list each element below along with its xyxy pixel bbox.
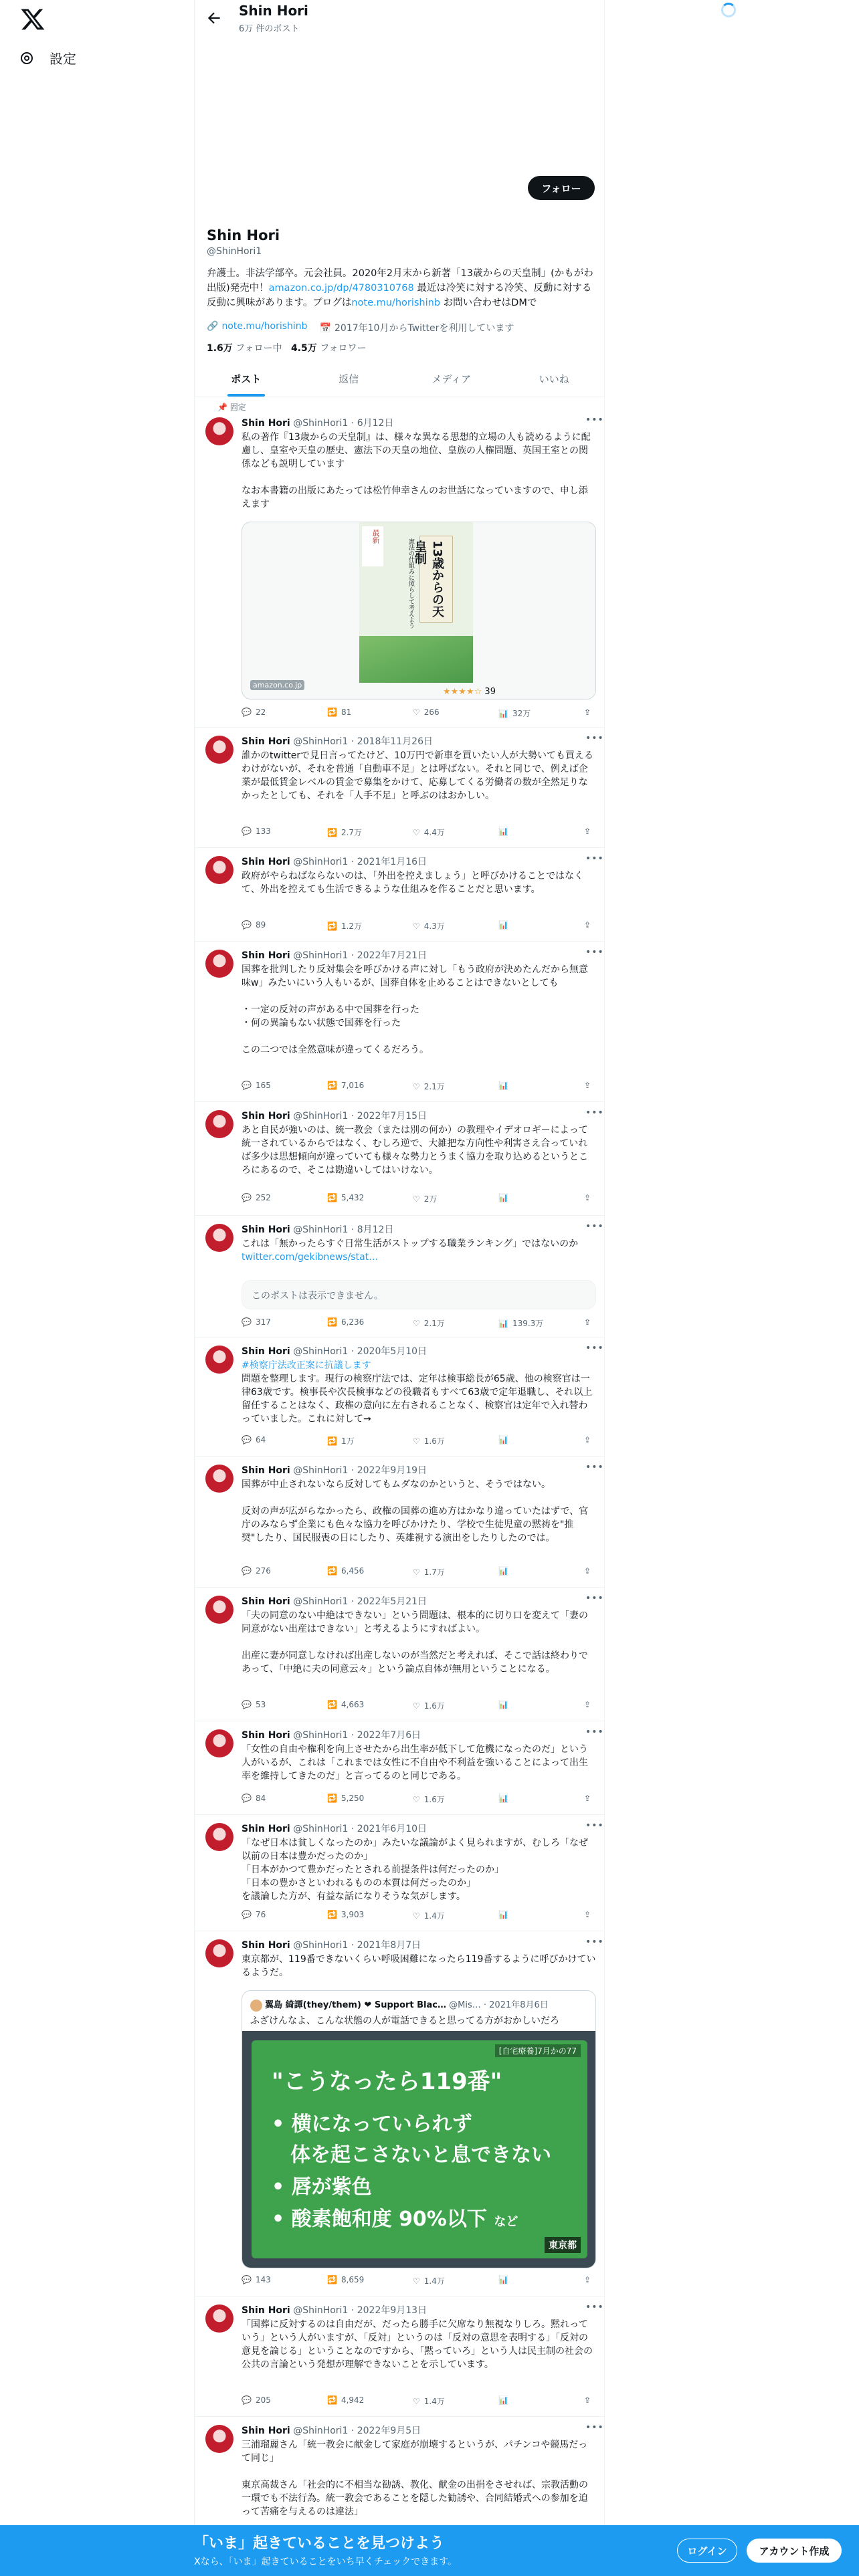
share-button[interactable]: ⇪ <box>584 1435 591 1444</box>
views-button[interactable]: 📊 <box>498 1794 508 1803</box>
tab-media[interactable]: メディア <box>432 373 472 385</box>
reply-button[interactable]: 💬 252 <box>242 1193 271 1202</box>
views-button[interactable]: 📊 32万 <box>498 708 531 718</box>
avatar[interactable] <box>205 1346 233 1374</box>
repost-button[interactable]: 🔁 5,432 <box>327 1193 365 1202</box>
share-button[interactable] <box>584 708 591 717</box>
post-item[interactable]: Shin Hori @ShinHori1 · 2022年5月21日 ••• 「夫の同意のない中絶はできない」という問題は、根本的に切り口を変えて「妻の同意がない出産はできない」と考えるようにすればよい。 出産に妻が同意しなければ出産しないのが当然だと考えれば、そこで話は終わりであって、「中絶に夫の同意云々」という論点自体が無用ということになる。 💬 53 🔁 4,663 ♡ 1.6万 📊 ⇪ <box>195 1588 605 1721</box>
repost-button[interactable]: 🔁 7,016 <box>327 1081 365 1090</box>
book-rating: ★★★★☆ 39 <box>443 687 496 697</box>
avatar[interactable] <box>205 2304 233 2333</box>
profile-tabs <box>195 361 605 397</box>
main-column <box>194 0 605 2576</box>
reply-button[interactable]: 💬 76 <box>242 1910 266 1919</box>
quoted-avatar <box>250 2000 262 2012</box>
post-text: 誰かのtwitterで見日言ってたけど、10万円で新車を買いたい人が大勢いても買えるわけがないが、それを普通「自動車不足」とは呼ばない。それと同じで、例えば企業が最低賃金レベルの賃金で募集をかけて、応募してくる労働者の数が全然足りなかったとしても、それを「人手不足」と呼ぶのはおかしい。 <box>242 750 593 801</box>
quoted-image[interactable]: [自宅療養]7月かの77 "こうなったら119番" • 横になっていられず 体を起こさないと息できない • 唇が紫色 • 酸素飽和度 90%以下 など 東京都 <box>242 2031 596 2268</box>
more-icon[interactable]: ••• <box>585 1937 604 1947</box>
like-button[interactable]: ♡ 1.4万 <box>413 1911 445 1921</box>
repost-button[interactable]: 🔁 1.2万 <box>327 921 363 931</box>
hashtag[interactable]: #検察庁法改正案に抗議します <box>242 1360 371 1371</box>
views-button[interactable]: 📊 <box>498 2275 508 2284</box>
post-text: 「なぜ日本は貧しくなったのか」みたいな議論がよく見られますが、むしろ「なぜ以前の日本は豊かだったのか」 「日本がかつて豊かだったとされる前提条件は何だったのか」 「日本の豊かさといわれるものの本質は何だったのか」 を議論した方が、有益な話になりそうな気がします。 <box>242 1838 588 1902</box>
views-button[interactable]: 📊 <box>498 1700 508 1709</box>
views-button[interactable]: 📊 <box>498 827 508 836</box>
post-text: 政府がやらねばならないのは、「外出を控えましょう」と呼びかけることではなくて、外出を控えても生活できるような仕組みを作ることだと思います。 <box>242 871 583 895</box>
reply-button[interactable]: 💬 143 <box>242 2275 271 2284</box>
more-icon[interactable]: ••• <box>585 1462 604 1473</box>
like-button[interactable]: ♡ 4.3万 <box>413 921 445 931</box>
repost-button[interactable]: 🔁 3,903 <box>327 1910 365 1919</box>
more-icon[interactable]: ••• <box>585 1593 604 1604</box>
card-source: amazon.co.jp <box>250 680 304 690</box>
left-sidebar <box>0 0 194 2576</box>
like-button[interactable]: ♡ 1.4万 <box>413 2396 445 2406</box>
views-button[interactable]: 📊 139.3万 <box>498 1318 544 1328</box>
book-cover-image: 最新 13歳からの天皇制 憲法の仕組みに照らして考えよう <box>359 522 473 683</box>
profile-name: Shin Hori <box>207 227 280 243</box>
profile-meta <box>207 321 514 334</box>
post-text: 国葬を批判したり反対集会を呼びかける声に対し「もう政府が決めたんだから無意味w」みたいにいう人もいるが、国葬自体を止めることはできないとしても ・一定の反対の声がある中で国葬を行った ・何の異論もない状態で国葬を行った この二つでは全然意味が違ってくるだろう。 <box>242 964 588 1055</box>
repost-button[interactable]: 🔁 6,456 <box>327 1566 365 1576</box>
avatar[interactable] <box>205 417 233 445</box>
quoted-header: 翼島 綺譚(they/them) ❤ Support Blac… @Mis… · 2021年8月6日 <box>250 1998 549 2012</box>
like-button[interactable]: ♡ 2.1万 <box>413 1318 445 1328</box>
repost-button[interactable]: 🔁 4,942 <box>327 2395 365 2405</box>
like-button[interactable]: ♡ 2.1万 <box>413 1081 445 1091</box>
share-button[interactable]: ⇪ <box>584 1910 591 1919</box>
share-button[interactable]: ⇪ <box>584 1566 591 1576</box>
signup-button[interactable]: アカウント作成 <box>747 2539 842 2563</box>
reply-button[interactable]: 💬 53 <box>242 1700 266 1709</box>
avatar[interactable] <box>205 1110 233 1138</box>
back-arrow-icon[interactable] <box>205 9 223 27</box>
avatar[interactable] <box>205 1465 233 1493</box>
avatar[interactable] <box>205 2425 233 2453</box>
reply-button[interactable]: 💬 89 <box>242 920 266 930</box>
repost-button[interactable]: 🔁 6,236 <box>327 1317 365 1327</box>
share-button[interactable]: ⇪ <box>584 1081 591 1090</box>
post-link[interactable]: twitter.com/gekibnews/stat… <box>242 1252 379 1263</box>
link-icon: 🔗 <box>207 321 219 332</box>
more-icon[interactable]: ••• <box>585 1107 604 1118</box>
heart-icon: ♡ <box>413 708 420 717</box>
share-button[interactable]: ⇪ <box>584 2395 591 2405</box>
website[interactable]: 🔗 note.mu/horishinb <box>207 321 308 332</box>
post-header: Shin Hori @ShinHori1 · 6月12日 <box>242 418 394 429</box>
share-button[interactable]: ⇪ <box>584 1317 591 1327</box>
bio-link-amazon[interactable]: amazon.co.jp/dp/4780310768 <box>268 283 414 294</box>
profile-bio <box>207 266 595 310</box>
avatar[interactable] <box>205 1939 233 1967</box>
book-card[interactable] <box>242 522 596 700</box>
repost-button[interactable]: 🔁 2.7万 <box>327 827 363 837</box>
share-button[interactable]: ⇪ <box>584 1700 591 1709</box>
post-text: 「女性の自由や権利を向上させたから出生率が低下して危機になったのだ」という人がいるが、これは「これまでは女性に不自由や不利益を強いることによって出生率を維持してきたのだ」と言ってるのと同じである。 <box>242 1744 588 1782</box>
share-button[interactable]: ⇪ <box>584 1794 591 1803</box>
repost-button[interactable]: 🔁 1万 <box>327 1436 355 1446</box>
repost-button[interactable]: 🔁 81 <box>327 708 352 717</box>
like-button[interactable]: ♡ 1.7万 <box>413 1567 445 1577</box>
avatar[interactable] <box>205 856 233 884</box>
more-icon[interactable]: ••• <box>585 1820 604 1831</box>
quoted-text: ふざけんなよ、こんな状態の人が電話できると思ってる方がおかしいだろ <box>250 2016 559 2026</box>
avatar[interactable] <box>205 950 233 978</box>
more-icon[interactable]: ••• <box>585 947 604 958</box>
views-icon: 📊 <box>498 708 508 718</box>
post-item[interactable] <box>195 728 605 848</box>
reply-button[interactable]: 💬 64 <box>242 1435 266 1444</box>
post-text: 東京都が、119番できないくらい呼吸困難になったら119番するように呼びかけているようだ。 <box>242 1954 596 1978</box>
more-icon[interactable]: ••• <box>585 415 604 425</box>
post-text: 三浦瑠麗さん「統一教会に献金して家庭が崩壊するというが、パチンコや競馬だって同じ」 東京高裁さん「社会的に不相当な勧誘、教化、献金の出捐をさせれば、宗教活動の一環でも不法行為。統一教会であることを隠した勧誘や、合同結婚式への参加を迫って苦痛を与えるのは違法」 <box>242 2440 588 2517</box>
share-icon: ⇪ <box>584 708 591 717</box>
gear-icon <box>19 50 35 66</box>
repost-button[interactable]: 🔁 5,250 <box>327 1794 365 1803</box>
post-text: 「夫の同意のない中絶はできない」という問題は、根本的に切り口を変えて「妻の同意がない出産はできない」と考えるようにすればよい。 出産に妻が同意しなければ出産しないのが当然だと考えれば、そこで話は終わりであって、「中絶に夫の同意云々」という論点自体が無用ということになる。 <box>242 1610 588 1675</box>
like-button[interactable]: ♡ 2万 <box>413 1194 438 1204</box>
loading-spinner-icon <box>721 3 736 17</box>
banner-title: 「いま」起きていることを見つけよう <box>194 2535 445 2552</box>
avatar[interactable] <box>205 1596 233 1624</box>
post-item[interactable]: Shin Hori @ShinHori1 · 2021年6月10日 ••• 「なぜ日本は貧しくなったのか」みたいな議論がよく見られますが、むしろ「なぜ以前の日本は豊かだったのか」 「日本がかつて豊かだったとされる前提条件は何だったのか」 「日本の豊かさといわれるものの本質は何だったのか」 を議論した方が、有益な話になりそうな気がします。 💬 76 🔁 3,903 ♡ 1.4万 📊 ⇪ <box>195 1815 605 1931</box>
share-button[interactable]: ⇪ <box>584 827 591 836</box>
share-button[interactable]: ⇪ <box>584 2275 591 2284</box>
post-text: あと自民が強いのは、統一教会（または別の何か）の教理やイデオロギーによって統一されているからではなく、むしろ逆で、大雑把な方向性や利害さえ合っていれば多少は思想傾向が違っていても様々な勢力とうまく協力を取り込めるというところにあるので、そこは勘違いしてはいけない。 <box>242 1125 588 1176</box>
views-button[interactable]: 📊 <box>498 2395 508 2405</box>
quoted-post[interactable] <box>242 1990 596 2268</box>
views-button[interactable]: 📊 <box>498 1193 508 1202</box>
post-actions <box>242 708 596 721</box>
share-button[interactable]: ⇪ <box>584 920 591 930</box>
header-post-count: 6万 件のポスト <box>239 24 300 34</box>
more-icon[interactable]: ••• <box>585 2302 604 2313</box>
nav-settings-label: 設定 <box>50 51 76 67</box>
unavailable-quote: このポストは表示できません。 <box>242 1280 596 1309</box>
like-button[interactable]: ♡ 4.4万 <box>413 827 445 837</box>
views-button[interactable]: 📊 <box>498 1435 508 1444</box>
more-icon[interactable]: ••• <box>585 733 604 744</box>
follow-button[interactable]: フォロー <box>528 176 595 200</box>
like-button[interactable]: ♡ 266 <box>413 708 440 717</box>
more-icon[interactable]: ••• <box>585 1343 604 1354</box>
follow-stats: 1.6万 フォロー中 4.5万 フォロワー <box>207 343 367 354</box>
more-icon[interactable]: ••• <box>585 1221 604 1232</box>
post-item[interactable]: Shin Hori @ShinHori1 · 8月12日 ••• これは「無かったらすぐ日常生活がストップする職業ランキング」ではないのか twitter.com/gekibnews/stat… このポストは表示できません。 💬 317 🔁 6,236 ♡ 2.1万 📊 139.3万 ⇪ <box>195 1216 605 1337</box>
reply-icon: 💬 <box>242 708 252 717</box>
pinned-label: 📌 固定 <box>217 403 246 412</box>
post-item[interactable]: Shin Hori @ShinHori1 · 2021年1月16日 ••• 政府がやらねばならないのは、「外出を控えましょう」と呼びかけることではなくて、外出を控えても生活できるような仕組みを作ることだと思います。 💬 89 🔁 1.2万 ♡ 4.3万 📊 ⇪ <box>195 848 605 942</box>
avatar[interactable] <box>205 1729 233 1757</box>
post-item[interactable]: Shin Hori @ShinHori1 · 2021年8月7日 ••• 東京都が、119番できないくらい呼吸困難になったら119番するように呼びかけているようだ。 翼島 綺譚(they/them) ❤ Support Blac… @Mis… · 2021年8月6日 ふざけんなよ、こんな状態の人が電話できると思ってる方がおかしいだろ [自宅療養]7月かの77 "こうなったら119番" • 横になっていられず 体を起こさないと息できない • 唇が紫色 • 酸素飽和度 90%以下 など 東京都 💬 143 🔁 8,659 ♡ 1.4万 📊 ⇪ <box>195 1931 605 2296</box>
post-header: Shin Hori @ShinHori1 · 2018年11月26日 <box>242 736 433 747</box>
repost-icon: 🔁 <box>327 708 337 717</box>
post-text: #検察庁法改正案に抗議します 問題を整理します。現行の検察庁法では、定年は検事総長が65歳、他の検察官は一律63歳です。検事長や次長検事などの役職者もすべて63歳で定年退職し、それ以上留任することはなく、政権の意向に左右されることなく、検察官は定年で入れ替わっていました。これに対して→ <box>242 1360 593 1424</box>
reply-button[interactable]: 💬 205 <box>242 2395 271 2405</box>
post-item[interactable]: Shin Hori @ShinHori1 · 2020年5月10日 ••• #検察庁法改正案に抗議します 問題を整理します。現行の検察庁法では、定年は検事総長が65歳、他の検察官は一律63歳です。検事長や次長検事などの役職者もすべて63歳で定年退職し、それ以上留任することはなく、政権の意向に左右されることなく、検察官は定年で入れ替わっていました。これに対して→ 💬 64 🔁 1万 ♡ 1.6万 📊 ⇪ <box>195 1337 605 1457</box>
like-button[interactable]: ♡ 1.6万 <box>413 1436 445 1446</box>
signup-banner <box>0 2525 859 2576</box>
more-icon[interactable]: ••• <box>585 853 604 864</box>
avatar[interactable] <box>205 736 233 764</box>
post-pinned[interactable] <box>195 409 605 728</box>
reply-button[interactable]: 💬 84 <box>242 1794 266 1803</box>
post-item[interactable]: Shin Hori @ShinHori1 · 2022年9月13日 ••• 「国葬に反対するのは自由だが、だったら勝手に欠席なり無視なりしろ。黙れっていう」という人がいますが、「反対」というのは「反対の意思を表明する」「反対の意見を論じる」ということなのですから、「黙っていろ」という人は民主制の社会の公共の言論という発想が理解できないことを示しています。 💬 205 🔁 4,942 ♡ 1.4万 📊 ⇪ <box>195 2296 605 2417</box>
post-text: 「国葬に反対するのは自由だが、だったら勝手に欠席なり無視なりしろ。黙れっていう」という人がいますが、「反対」というのは「反対の意思を表明する」「反対の意見を論じる」ということなのですから、「黙っていろ」という人は民主制の社会の公共の言論という発想が理解できないことを示しています。 <box>242 2319 593 2370</box>
followers-count[interactable]: 4.5万 <box>290 343 317 354</box>
views-button[interactable]: 📊 <box>498 920 508 930</box>
post-item[interactable]: Shin Hori @ShinHori1 · 2022年7月6日 ••• 「女性の自由や権利を向上させたから出生率が低下して危機になったのだ」という人がいるが、これは「これまでは女性に不自由や不利益を強いることによって出生率を維持してきたのだ」と言ってるのと同じである。 💬 84 🔁 5,250 ♡ 1.6万 📊 ⇪ <box>195 1721 605 1815</box>
views-button[interactable]: 📊 <box>498 1566 508 1576</box>
bio-text-1: 弁護士。非法学部卒。元会社員。2020年2月末から新著「13歳からの天皇制」(かもがわ出版)発売中！ <box>207 268 593 294</box>
reply-button[interactable]: 💬 22 <box>242 708 266 717</box>
views-button[interactable]: 📊 <box>498 1910 508 1919</box>
bio-text-3: お問い合わせはDMで <box>440 298 537 308</box>
more-icon[interactable]: ••• <box>585 2422 604 2433</box>
post-text: これは「無かったらすぐ日常生活がストップする職業ランキング」ではないのか twitter.com/gekibnews/stat… <box>242 1239 579 1263</box>
share-button[interactable]: ⇪ <box>584 1193 591 1202</box>
post-item[interactable]: Shin Hori @ShinHori1 · 2022年9月19日 ••• 国葬が中止されないなら反対してもムダなのかというと、そうではない。 反対の声が広がらなかったら、政権の国葬の進め方はかなり違っていたはずで、官庁のみならず企業にも色々な協力を呼びかけたり、学校で生徒児童の黙祷を"推奨"したり、国民服喪の日にしたり、英雄視する演出をしたりしたのでは。 💬 276 🔁 6,456 ♡ 1.7万 📊 ⇪ <box>195 1457 605 1588</box>
views-button[interactable]: 📊 <box>498 1081 508 1090</box>
calendar-icon: 📅 <box>319 323 331 334</box>
bio-link-note[interactable]: note.mu/horishinb <box>351 298 441 308</box>
like-button[interactable]: ♡ 1.4万 <box>413 2276 445 2286</box>
post-item[interactable]: Shin Hori @ShinHori1 · 2022年9月5日 ••• 三浦瑠麗さん「統一教会に献金して家庭が崩壊するというが、パチンコや競馬だって同じ」 東京高裁さん「社会的に不相当な勧誘、教化、献金の出捐をさせれば、宗教活動の一環でも不法行為。統一教会であることを隠した勧誘や、合同結婚式への参加を迫って苦痛を与えるのは違法」 <box>195 2417 605 2576</box>
repost-button[interactable]: 🔁 8,659 <box>327 2275 365 2284</box>
login-button[interactable]: ログイン <box>677 2539 737 2563</box>
tab-likes[interactable]: いいね <box>539 373 569 385</box>
reply-button[interactable]: 💬 165 <box>242 1081 271 1090</box>
post-text: 国葬が中止されないなら反対してもムダなのかというと、そうではない。 反対の声が広がらなかったら、政権の国葬の進め方はかなり違っていたはずで、官庁のみならず企業にも色々な協力を呼びかけたり、学校で生徒児童の黙祷を"推奨"したり、国民服喪の日にしたり、英雄視する演出をしたりしたのでは。 <box>242 1479 589 1543</box>
profile-handle: @ShinHori1 <box>207 246 262 257</box>
more-icon[interactable]: ••• <box>585 1727 604 1737</box>
profile-header <box>195 0 605 39</box>
avatar[interactable] <box>205 1224 233 1252</box>
repost-button[interactable]: 🔁 4,663 <box>327 1700 365 1709</box>
avatar[interactable] <box>205 1823 233 1851</box>
x-logo-icon[interactable] <box>20 7 45 32</box>
tab-replies[interactable]: 返信 <box>339 373 359 385</box>
post-item[interactable]: Shin Hori @ShinHori1 · 2022年7月15日 ••• あと自民が強いのは、統一教会（または別の何か）の教理やイデオロギーによって統一されているからではなく、むしろ逆で、大雑把な方向性や利害さえ合っていれば多少は思想傾向が違っていても様々な勢力とうまく協力を取り込めるというところにあるので、そこは勘違いしてはいけない。 💬 252 🔁 5,432 ♡ 2万 📊 ⇪ <box>195 1102 605 1216</box>
nav-settings[interactable] <box>19 48 76 68</box>
following-count[interactable]: 1.6万 <box>207 343 233 354</box>
like-button[interactable]: ♡ 1.6万 <box>413 1794 445 1804</box>
post-text: 私の著作『13歳からの天皇制』は、様々な異なる思想的立場の人も読めるように配慮し、皇室や天皇の歴史、憲法下の天皇の地位、皇族の人権問題、英国王室との関係なども説明しています なお本書籍の出版にあたっては松竹伸幸さんのお世話になっていますので、申し添えます <box>242 432 591 510</box>
header-name: Shin Hori <box>239 3 308 19</box>
like-button[interactable]: ♡ 1.6万 <box>413 1701 445 1711</box>
banner-subtitle: Xなら、「いま」起きていることをいち早くチェックできます。 <box>194 2557 458 2567</box>
reply-button[interactable]: 💬 133 <box>242 827 271 836</box>
reply-button[interactable]: 💬 276 <box>242 1566 271 1576</box>
post-actions <box>242 827 596 840</box>
joined-date: 📅 2017年10月からTwitterを利用しています <box>319 323 514 334</box>
post-item[interactable]: Shin Hori @ShinHori1 · 2022年7月21日 ••• 国葬を批判したり反対集会を呼びかける声に対し「もう政府が決めたんだから無意味w」みたいにいう人もいるが、国葬自体を止めることはできないとしても ・一定の反対の声がある中で国葬を行った ・何の異論もない状態で国葬を行った この二つでは全然意味が違ってくるだろう。 💬 165 🔁 7,016 ♡ 2.1万 📊 ⇪ <box>195 942 605 1102</box>
reply-button[interactable]: 💬 317 <box>242 1317 271 1327</box>
bio-text-2: 最近は冷笑に対する冷笑、反動に対する反動に興味があります。ブログは <box>207 283 592 308</box>
tab-posts[interactable]: ポスト <box>195 361 298 397</box>
